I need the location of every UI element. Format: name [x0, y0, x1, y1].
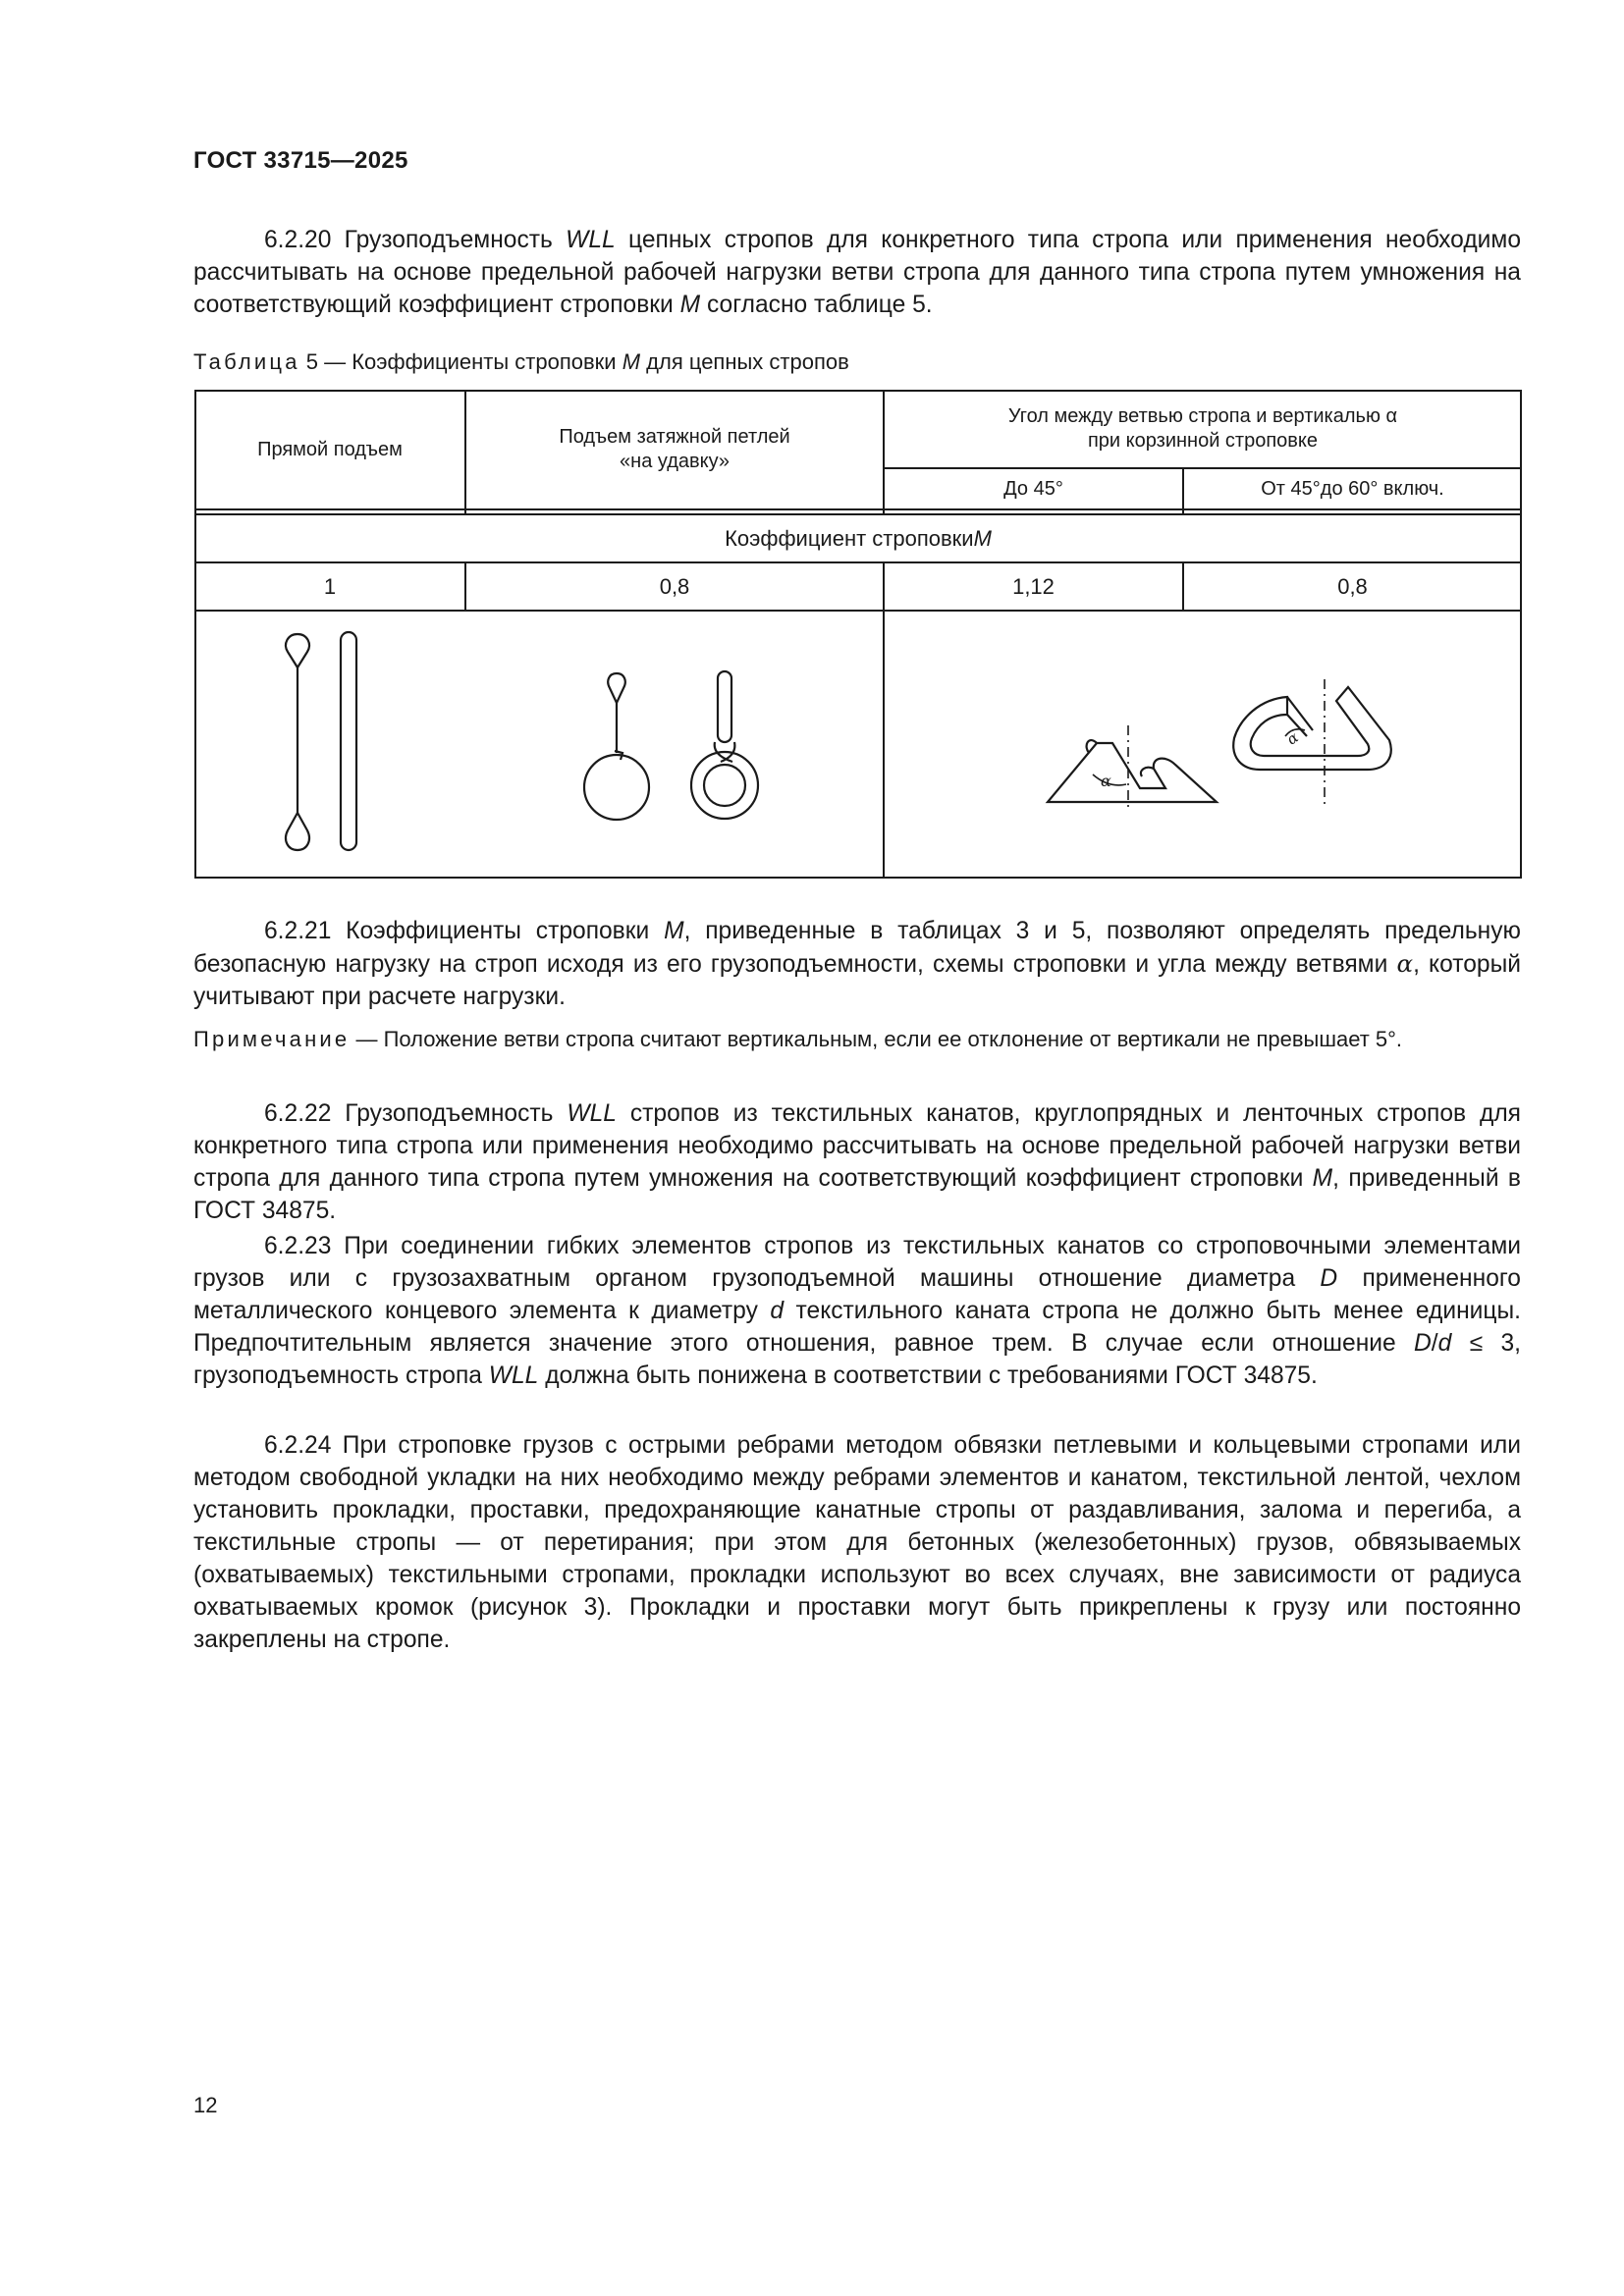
paragraph-text: WLL	[567, 1100, 617, 1127]
paragraph-text: 6.2.23 При соединении гибких элементов стропов из текстильных канатов со строповочными элементами грузов или с грузозахватным органом грузоподъемной машины отношение диаметра	[193, 1233, 1521, 1292]
table-divider	[194, 561, 1522, 563]
choke-lift-sling-figure	[577, 669, 833, 836]
paragraph-text: примененного металлического концевого элемента к диаметру	[193, 1265, 1521, 1324]
header-choke-lift: Подъем затяжной петлей «на удавку»	[559, 426, 790, 472]
paragraph-text: 6.2.22 Грузоподъемность	[264, 1100, 568, 1127]
table-caption-word: Таблица	[193, 349, 300, 374]
table-divider	[194, 508, 1522, 510]
header-straight-lift: Прямой подъем	[257, 438, 403, 460]
table-divider	[464, 390, 466, 514]
paragraph-text: d	[1437, 1330, 1452, 1357]
basket-sling-up-to-45-figure	[1044, 686, 1220, 814]
value-straight-lift: 1	[323, 573, 337, 599]
straight-lift-sling-figure	[263, 630, 381, 856]
table-divider	[194, 610, 1522, 612]
paragraph-text: , который учитывают при расчете нагрузки.	[193, 951, 1521, 1010]
paragraph-text: /	[1431, 1330, 1438, 1357]
paragraph-text: M	[679, 292, 701, 318]
table-divider	[194, 513, 1522, 515]
basket-sling-45-to-60-figure	[1230, 679, 1397, 817]
table-divider	[1182, 468, 1184, 514]
paragraph-text: M	[1312, 1165, 1333, 1192]
paragraph-text: цепных стропов для конкретного типа стропа или применения необходимо рассчитывать на основе предельной рабочей нагрузки ветви стропа для данного типа стропа путем умножения на соответствующий коэффициент строповки	[193, 227, 1521, 318]
paragraph-text: текстильного каната стропа не должно быть менее единицы. Предпочтительным является значение этого отношения, равное трем. В случае если отношение	[193, 1298, 1521, 1357]
paragraph-6-2-24	[193, 1429, 1521, 1656]
header-basket-angle: Угол между ветвью стропа и вертикалью α при корзинной строповке	[1007, 405, 1398, 452]
table-divider	[883, 390, 885, 514]
paragraph-6-2-22	[193, 1097, 1521, 1227]
paragraph-text: M	[664, 918, 684, 944]
sling-coefficient-table	[194, 390, 1522, 879]
header-angle-45-to-60: От 45°до 60° включ.	[1261, 477, 1444, 500]
paragraph-text: 6.2.21 Коэффициенты строповки	[264, 918, 665, 944]
paragraph-6-2-23	[193, 1230, 1521, 1392]
paragraph-text: ≤ 3, грузоподъемность стропа	[193, 1330, 1521, 1389]
table-caption: Таблица 5 — Коэффициенты строповки M для цепных стропов	[193, 349, 849, 374]
coefficient-row-label: Коэффициент строповки M	[725, 525, 992, 551]
paragraph-text: стропов из текстильных канатов, круглопрядных и ленточных стропов для конкретного типа стропа или применения необходимо рассчитывать на основе предельной рабочей нагрузки ветви стропа для данного типа стропа путем умножения на соответствующий коэффициент строповки	[193, 1100, 1521, 1192]
paragraph-text: 6.2.24 При строповке грузов с острыми ребрами методом обвязки петлевыми и кольцевыми стропами или методом свободной укладки на них необходимо между ребрами элементов и канатом, текстильной лентой, чехлом установить прокладки, проставки, предохраняющие канатные стропы от раздавливания, залома и перегиба, а текстильные стропы — от перетирания; при этом для бетонных (железобетонных) грузов, обвязываемых (охватываемых) текстильными стропами, прокладки используют во всех случаях, вне зависимости от радиуса охватываемых кромок (рисунок 3). Прокладки и проставки могут быть прикреплены к грузу или постоянно закреплены на стропе.	[193, 1432, 1521, 1653]
paragraph-text: , приведенный в ГОСТ 34875.	[193, 1165, 1521, 1224]
paragraph-text: D	[1320, 1265, 1338, 1292]
paragraph-text: 6.2.20 Грузоподъемность	[264, 227, 567, 253]
value-angle-45-to-60: 0,8	[1337, 573, 1368, 599]
paragraph-text: D	[1414, 1330, 1432, 1357]
paragraph-text: α	[1396, 949, 1414, 978]
paragraph-text: должна быть понижена в соответствии с требованиями ГОСТ 34875.	[538, 1362, 1318, 1389]
note	[193, 1024, 1521, 1054]
paragraph-text: WLL	[488, 1362, 539, 1389]
table-divider	[884, 467, 1522, 469]
note-text: — Положение ветви стропа считают вертикальным, если ее отклонение от вертикали не превышает 5°.	[350, 1027, 1403, 1051]
value-angle-up-to-45: 1,12	[1012, 573, 1055, 599]
paragraph-text: d	[770, 1298, 785, 1324]
table-divider	[464, 562, 466, 611]
note-label: Примечание	[193, 1027, 351, 1051]
document-header: ГОСТ 33715—2025	[193, 147, 408, 174]
table-divider	[1182, 562, 1184, 611]
header-angle-up-to-45: До 45°	[1003, 477, 1063, 500]
paragraph-6-2-20	[193, 224, 1521, 321]
value-choke-lift: 0,8	[659, 573, 690, 599]
paragraph-6-2-21	[193, 915, 1521, 1013]
alpha-angle-label: α	[1283, 727, 1302, 749]
paragraph-text: согласно таблице 5.	[700, 292, 933, 318]
alpha-angle-label: α	[1101, 772, 1111, 790]
paragraph-text: , приведенные в таблицах 3 и 5, позволяют определять предельную безопасную нагрузку на строп исходя из его грузоподъемности, схемы строповки и угла между ветвями	[193, 918, 1521, 978]
page-number: 12	[193, 2093, 218, 2117]
paragraph-text: WLL	[566, 227, 616, 253]
